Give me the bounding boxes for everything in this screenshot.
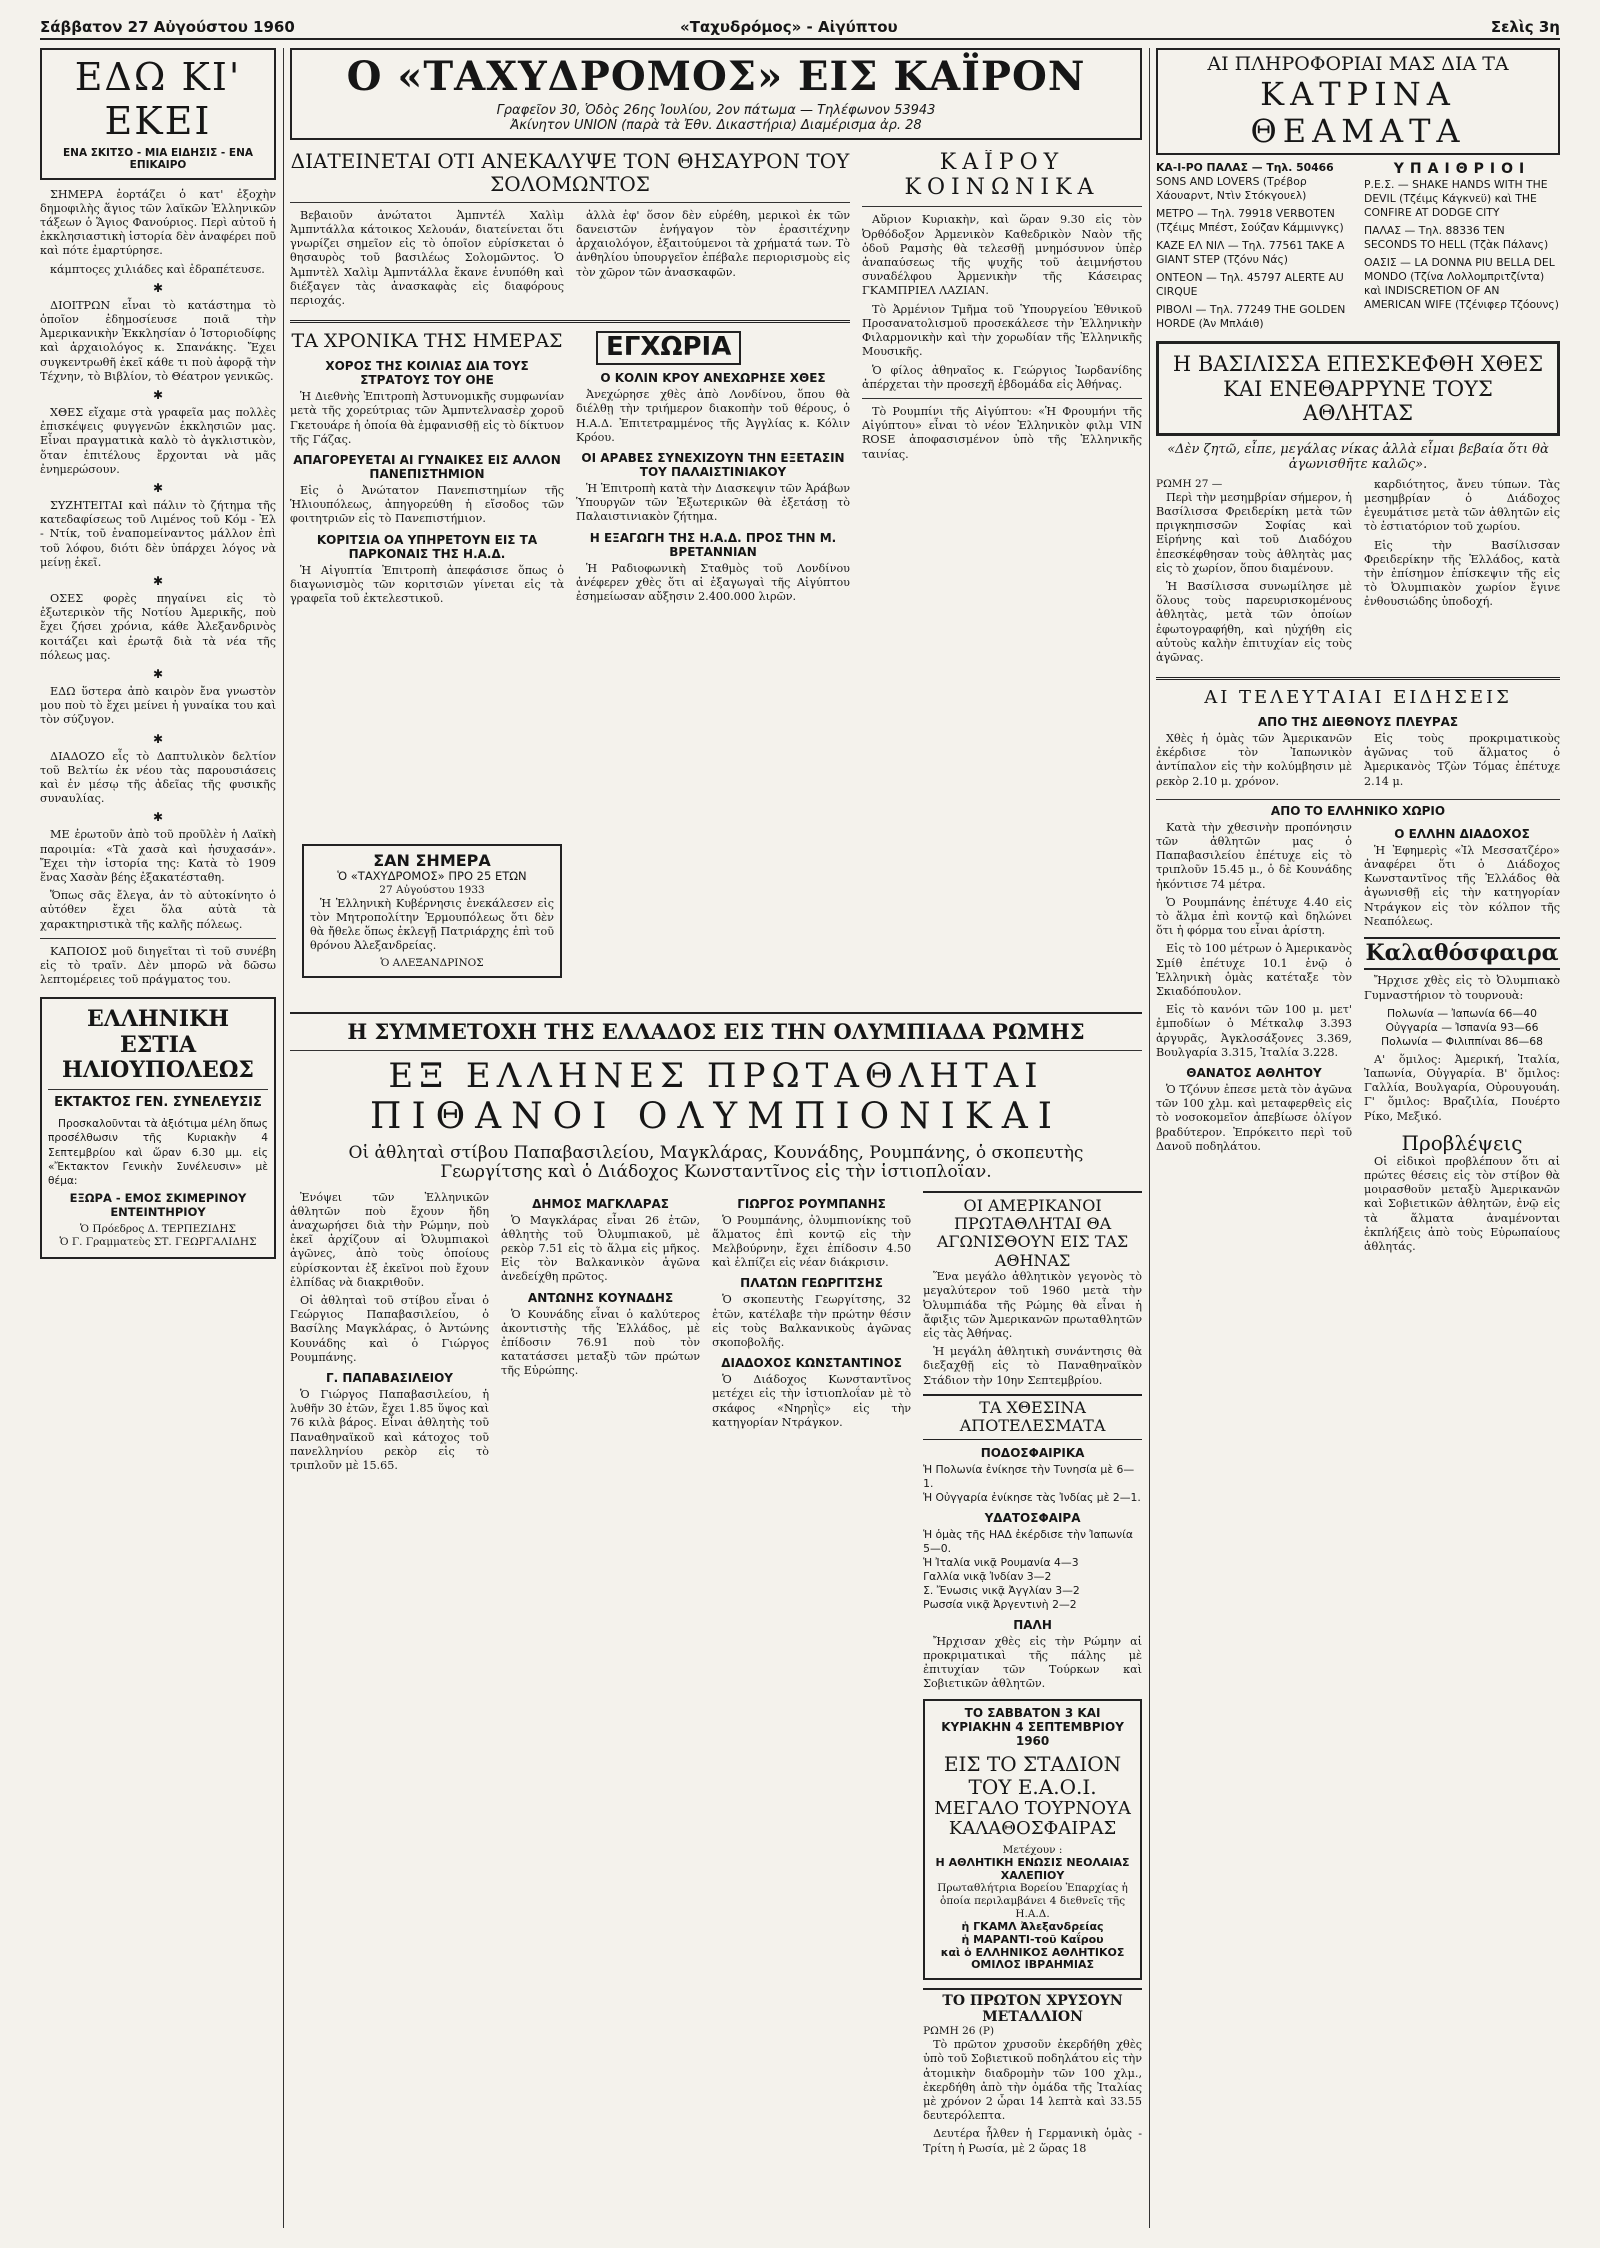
paragraph: Ὁ σκοπευτὴς Γεωργίτσης, 32 ἐτῶν, κατέλαβε τὴν πρώτην θέσιν εἰς τοὺς Βαλκανικοὺς ἀγῶνας σκοποβολῆς. <box>712 1293 912 1350</box>
olympic-kicker: Η ΣΥΜΜΕΤΟΧΗ ΤΗΣ ΕΛΛΑΔΟΣ ΕΙΣ ΤΗΝ ΟΛΥΜΠΙΑΔΑ ΡΩΜΗΣ <box>347 1018 1085 1044</box>
treasure-text <box>290 209 850 312</box>
paragraph: Ἤρχισαν χθὲς εἰς τὴν Ρώμην αἱ προκριματικαὶ τῆς πάλης μὲ ἐπιτυχίαν τῶν Τούρκων καὶ Σοβιετικῶν ἀθλητῶν. <box>923 1634 1142 1691</box>
subhead: ΔΗΜΟΣ ΜΑΓΚΛΑΡΑΣ <box>532 1196 669 1211</box>
paragraph: Ὁ Γιώργος Παπαβασιλείου, ἡ λυθῆν 30 ἐτῶν, ἔχει 1.85 ὕψος καὶ 76 κιλὰ βάρος. Εἶναι ἀθλητὴς τοῦ Παναθηναϊκοῦ καὶ κάτοχος τοῦ πανελληνίου ρεκὸρ εἰς τὸ τριπλοῦν μὲ 15.65. <box>290 1388 490 1473</box>
cinema-listings <box>1156 161 1560 331</box>
masthead-title: Ο «ΤΑΧΥΔΡΟΜΟΣ» ΕΙΣ ΚΑΪΡΟΝ <box>346 53 1086 100</box>
subhead: Ὁ «ΤΑΧΥΔΡΟΜΟΣ» ΠΡΟ 25 ΕΤΩΝ <box>337 869 527 884</box>
paper-name: «Ταχυδρόμος» - Αἰγύπτου <box>680 18 898 36</box>
notice-topic: ΕΞΩΡΑ - ΕΜΟΣ ΣΚΙΜΕΡΙΝΟΥ ΕΝΤΕΙΝΤΗΡΙΟΥ <box>69 1191 247 1219</box>
cinema-title-2: ΚΑΤΡΙΝΑ ΘΕΑΜΑΤΑ <box>1250 74 1466 150</box>
result-line: Ἡ ὁμὰς τῆς ΗΑΔ ἐκέρδισε τὴν Ἰαπωνία 5—0. <box>923 1527 1133 1555</box>
section-title: Καλαθόσφαιρα <box>1364 937 1560 970</box>
cinema-outdoor <box>1364 161 1560 331</box>
paragraph: Α' ὅμιλος: Ἀμερική, Ἰταλία, Ἰαπωνία, Οὐγγαρία. Β' ὅμιλος: Γαλλία, Βουλγαρία, Οὐρουγουάη. Γ' ὅμιλος: Βραζιλία, Πουέρτο Ρίκο, Μεξικό. <box>1364 1052 1560 1123</box>
center-column <box>290 48 1142 2228</box>
paragraph: Βεβαιοῦν ἀνώτατοι Ἀμπντέλ Χαλὶμ Ἀμπντάλλα κάτοικος Χελουάν, διατείνεται ὅτι γνωρίζει σημεῖον εἰς τὸ ὁποῖον εὑρίσκεται ὁ θησαυρὸς τοῦ βασιλέως Σολομῶντος. Ὁ Ἀμπντὲλ Χαλὶμ Ἀμπντάλλα ἔκανε ἐνυπόθη καὶ διέξαγεν τὰς ἀνασκαφὰς εἰς διαφόρους περιοχάς. <box>290 208 564 308</box>
subhead: ΔΙΑΔΟΧΟΣ ΚΩΝΣΤΑΝΤΙΝΟΣ <box>721 1356 902 1371</box>
cinema-entry: SONS AND LOVERS (Τρέβορ Χάουαρντ, Ντὶν Στόκγουελ) <box>1156 175 1307 203</box>
estia-notice <box>40 997 276 1258</box>
paragraph: Εἰς τοὺς προκριματικοὺς ἀγῶνας τοῦ ἅλματος ὁ Ἀμερικανὸς Τζὼν Τόμας ἐπέτυχε 2.14 μ. <box>1364 731 1560 788</box>
paragraph: ΟΣΕΣ φορὲς πηγαίνει εἰς τὸ ἐξωτερικὸν τῆς Νοτίου Ἀμερικῆς, ποὺ ἔχει ζήσει χρόνια, κάθε Ἀλεξανδρινὸς κοιτάζει καὶ ἐρωτᾷ διὰ τὰ νέα τῆς πόλεως μας. <box>40 591 276 662</box>
paragraph: ΔΙΑΔΟΖΟ εἶς τὸ Δαπτυλικὸν δελτίον τοῦ Βελτίω ἐκ νέου τὰς παρουσιάσεις καὶ ἐν μέσῳ τῆς ἀδεῖας τῆς φυσικῆς συναυλίας. <box>40 749 276 806</box>
paragraph: Ὁ Ρουμπάνης ἐπέτυχε 4.40 εἰς τὸ ἅλμα ἐπὶ κοντῷ καὶ δηλώνει ὅτι ἡ φόρμα του εἶναι ἀρίστη. <box>1156 895 1352 938</box>
paragraph: Ὁ φίλος ἀθηναῖος κ. Γεώργιος Ἰωρδανίδης ἀπέρχεται τὴν προσεχῆ ἑβδομάδα εἰς Ἀθήνας. <box>862 363 1142 391</box>
ad-line: ἡ ΜΑΡΑΝΤΙ-τοῦ Καΐρου <box>961 1933 1104 1947</box>
paragraph: Τὸ Ἀρμένιον Τμῆμα τοῦ Ὑπουργείου Ἐθνικοῦ Προσανατολισμοῦ προσεκάλεσε τὴν Ἑλληνικὴν Φιλαρμονικὴν καὶ τὴν χορωδίαν τῆς Ἑλληνικῆς Μουσικῆς. <box>862 302 1142 359</box>
subhead: ΠΛΑΤΩΝ ΓΕΩΡΓΙΤΣΗΣ <box>740 1276 883 1291</box>
paragraph: Ὁ Μαγκλάρας εἶναι 26 ἐτῶν, ἀθλητὴς τοῦ Ὀλυμπιακοῦ, μὲ ρεκὸρ 7.51 εἰς τὸ ἅλμα εἰς μῆκος. Εἰς τὸν Βαλκανικὸν ἀγῶνα ἀνεδείχθη πρῶτος. <box>501 1213 701 1284</box>
queen-text <box>1156 478 1560 669</box>
office-address: Γραφεῖον 30, Ὁδὸς 26ης Ἰουλίου, 2ον πάτωμα — Τηλέφωνον 53943 <box>496 103 936 118</box>
paragraph: Ἤρχισε χθὲς εἰς τὸ Ὀλυμπιακὸ Γυμναστήριον τὸ τουρνουὰ: <box>1364 974 1560 1002</box>
paragraph: Ἡ Αἰγυπτία Ἐπιτροπὴ ἀπεφάσισε ὅπως ὁ διαγωνισμὸς τῶν κοριτσιῶν γίνεται εἰς τὰ γραφεῖα τοῦ ἐκτελεστικοῦ. <box>290 563 564 605</box>
headline-gold-medal: ΤΟ ΠΡΩΤΟΝ ΧΡΥΣΟΥΝ ΜΕΤΑΛΛΙΟΝ <box>923 1988 1142 2025</box>
subhead: ΑΠΟ ΤΗΣ ΔΙΕΘΝΟΥΣ ΠΛΕΥΡΑΣ <box>1257 714 1459 729</box>
issue-date: Σάββατον 27 Αὐγούστου 1960 <box>40 18 295 36</box>
subhead: ΓΙΩΡΓΟΣ ΡΟΥΜΠΑΝΗΣ <box>737 1196 886 1211</box>
section-title: ΣΑΝ ΣΗΜΕΡΑ <box>373 851 491 870</box>
notice-subtitle: ΕΚΤΑΚΤΟΣ ΓΕΝ. ΣΥΝΕΛΕΥΣΙΣ <box>54 1095 262 1111</box>
olympic-headline-block <box>290 1012 1142 1183</box>
result-line: Ἡ Οὐγγαρία ἐνίκησε τὰς Ἰνδίας μὲ 2—1. <box>923 1490 1141 1504</box>
cairo-masthead <box>290 48 1142 140</box>
latest-text <box>1156 732 1560 793</box>
subhead: ΥΔΑΤΟΣΦΑΙΡΑ <box>984 1510 1081 1525</box>
divider <box>862 206 1142 207</box>
chronika-section <box>290 331 564 610</box>
separator-ornament: ✱ <box>152 480 164 495</box>
ad-line: Πρωταθλήτρια Βορείου Ἐπαρχίας ἡ ὁποία περιλαμβάνει 4 διεθνεῖς τῆς Η.Α.Δ. <box>937 1882 1128 1921</box>
paragraph: Ἡ Διεθνὴς Ἐπιτροπὴ Ἀστυνομικῆς συμφωνίαν μετὰ τῆς χορεύτριας τῶν Ἀμπντελνασὲρ χοροῦ Γκετουάρε ἡ ὁποία θὰ ἐμφανισθῇ εἰς τὸ δίκτυον τῆς Γάζας. <box>290 390 564 446</box>
americans-and-results <box>923 1191 1142 2160</box>
headline-latest: ΑΙ ΤΕΛΕΥΤΑΙΑΙ ΕΙΔΗΣΕΙΣ <box>1204 687 1512 709</box>
separator-ornament: ✱ <box>152 810 164 825</box>
paragraph: Ὁ Κουνάδης εἶναι ὁ καλύτερος ἀκοντιστὴς τῆς Ἑλλάδος, μὲ ἐπίδοσιν 76.91 ποὺ τὸν κατατάσσει μεταξὺ τῶν πρώτων τῆς Εὐρώπης. <box>501 1307 701 1378</box>
paragraph: Κατὰ τὴν χθεσινὴν προπόνησιν τῶν ἀθλητῶν μας ὁ Παπαβασιλείου ἐπέτυχε εἰς τὸ τριπλοῦν 15.45 μ., ὁ δὲ Κουνάδης ἠκόντισε 74 μέτρα. <box>1156 820 1352 891</box>
paragraph: Οἱ εἰδικοὶ προβλέπουν ὅτι αἱ πρώτες θέσεις εἰς τὸν στίβον θὰ μοιρασθοῦν μεταξὺ Ἀμερικανῶν καὶ Σοβιετικῶν ἀθλητῶν, ἐνῷ εἰς τὰ ἅλματα ἀναμένονται ἐκπλήξεις ἀπὸ τοὺς Εὐρωπαίους ἀθλητάς. <box>1364 1154 1560 1253</box>
paragraph: Ἡ μεγάλη ἀθλητικὴ συνάντησις θὰ διεξαχθῇ εἰς τὸ Παναθηναϊκὸν Στάδιον τὴν 10ην Σεπτεμβρίου. <box>923 1345 1142 1387</box>
section-title: Προβλέψεις <box>1401 1130 1523 1155</box>
dateline: ΡΩΜΗ 26 (Ρ) <box>923 2025 995 2038</box>
divider <box>290 202 850 203</box>
subhead: Γ. ΠΑΠΑΒΑΣΙΛΕΙΟΥ <box>326 1371 453 1386</box>
cinema-entry: ΡΙΒΟΛΙ — Τηλ. 77249 THE GOLDEN HORDE (Ἀν Μπλάιθ) <box>1156 303 1346 331</box>
paragraph: ΣΗΜΕΡΑ ἑορτάζει ὁ κατ' ἐξοχὴν δημοφιλὴς ἅγιος τῶν λαϊκῶν Ἑλληνικῶν τάξεων ὁ Ἅγιος Φανούριος. Περὶ αὐτοῦ ἡ ἐκκλησιαστικὴ ἱστορία δὲν ἀναφέρει ποῦ καὶ πότε ἐμαρτύρησε. <box>40 187 276 258</box>
column-tagline: ΕΝΑ ΣΚΙΤΣΟ - ΜΙΑ ΕΙΔΗΣΙΣ - ΕΝΑ ΕΠΙΚΑΙΡΟ <box>62 147 254 172</box>
olympic-headline-1: ΕΞ ΕΛΛΗΝΕΣ ΠΡΩΤΑΘΛΗΤΑΙ <box>388 1056 1044 1097</box>
ad-line: Μετέχουν : <box>1002 1844 1063 1857</box>
paragraph: Εἰς τὸ 100 μέτρων ὁ Ἀμερικανὸς Σμίθ ἐπέτυχε 10.1 ἐνῷ ὁ Ἑλληνικὴ ὁμὰς κατέταξε τὸν Σκιαδόπουλον. <box>1156 942 1352 999</box>
divider <box>48 1089 268 1090</box>
column-rule <box>1149 48 1150 2228</box>
ad-line: Η ΑΘΛΗΤΙΚΗ ΕΝΩΣΙΣ ΝΕΟΛΑΙΑΣ ΧΑΛΕΠΙΟΥ <box>935 1856 1130 1882</box>
ad-line: ΕΙΣ ΤΟ ΣΤΑΔΙΟΝ <box>943 1751 1122 1776</box>
notice-title: ΕΛΛΗΝΙΚΗ ΕΣΤΙΑ ΗΛΙΟΥΠΟΛΕΩΣ <box>62 1006 254 1084</box>
greek-village-text <box>1156 821 1560 1258</box>
column-title: ΕΔΩ ΚΙ' ΕΚΕΙ <box>74 55 242 143</box>
divider <box>290 1050 1142 1051</box>
result-line: Γαλλία νικᾷ Ἰνδίαν 3—2 <box>923 1569 1052 1583</box>
paragraph: ΧΘΕΣ εἴχαμε στὰ γραφεῖα μας πολλὲς ἐπισκέψεις φυγγενῶν ἐκκλησιῶν μας. Εἶναι πραγματικὰ καλὸ τὸ ἀγκλιστικὸν, ὅταν ἐπιτέλους ἔρχονται νὰ μᾶς ἐνημερώσουν. <box>40 405 276 476</box>
ad-line: ΚΑΛΑΘΟΣΦΑΙΡΑΣ <box>948 1818 1117 1840</box>
subhead: ΑΠΑΓΟΡΕΥΕΤΑΙ ΑΙ ΓΥΝΑΙΚΕΣ ΕΙΣ ΑΛΛΟΝ ΠΑΝΕΠΙΣΤΗΜΙΟΝ <box>293 452 561 481</box>
paragraph: Ἡ Ἐφημερὶς «Ἰλ Μεσσατζέρο» ἀναφέρει ὅτι ὁ Διάδοχος Κωνσταντῖνος τῆς Ἑλλάδος θὰ ἀγωνισθῇ εἰς τὴν κατηγορίαν Ντράγκον εἰς τὸν κόλπον τῆς Νεαπόλεως. <box>1364 843 1560 928</box>
san-simera-box <box>302 844 562 978</box>
paragraph: Ἡ Ἐπιτροπὴ κατὰ τὴν Διασκεψιν τῶν Ἀράβων Ὑπουργῶν τῶν Ἐξωτερικῶν θὰ ἐξετάσῃ τὸ Παλαιστινιακὸν ζήτημα. <box>576 482 850 524</box>
olympic-col <box>290 1191 489 2160</box>
running-head <box>40 14 1560 40</box>
paragraph: Εἰς ὁ Ἀνώτατον Πανεπιστημίων τῆς Ἡλιουπόλεως, ἀπηγορεύθη ἡ εἴσοδος τῶν φοιτητριῶν εἰς τὸ Πανεπιστήμιον. <box>290 483 564 526</box>
olympic-deck: Οἱ ἀθληταὶ στίβου Παπαβασιλείου, Μαγκλάρας, Κουνάδης, Ρουμπάνης, ὁ σκοπευτὴς Γεωργίτσης καὶ ὁ Διάδοχος Κωνσταντῖνος εἰς τὴν ἱστιοπλοΐαν. <box>348 1142 1084 1183</box>
paragraph: ἀλλὰ ἐφ' ὅσον δὲν εὑρέθη, μερικοὶ ἐκ τῶν δανειστῶν ἐνήγαγον τὸν ἐρασιτέχνην ἀρχαιολόγον, ἐξαιτούμενοι τὰ χρήματά των. Τὸ ἀνθηλίου ὑπουργεῖον ἐπέβαλε περιορισμοὺς εἰς τὸν χῶρον τῶν ἀνασκαφῶν. <box>576 208 850 279</box>
paragraph: Ἕνα μεγάλο ἀθλητικὸν γεγονὸς τὸ μεγαλύτερον τοῦ 1960 μετὰ τὴν Ὀλυμπιάδα τῆς Ρώμης θὰ εἶναι ἡ ἄφιξις τῶν Ἀμερικανῶν πρωταθλητῶν εἰς τὰς Ἀθήνας. <box>923 1270 1142 1340</box>
paragraph: Ἡ Βασίλισσα συνωμίλησε μὲ ὅλους τοὺς παρευρισκομένους ἀθλητὰς, μετὰ τῶν ὁποίων ἐφωτογραφήθη, καὶ ηὐχήθη εἰς αὐτοὺς καλὴν ἐπιτυχίαν εἰς τοὺς ἀγῶνας. <box>1156 580 1352 665</box>
subhead: ΚΟΡΙΤΣΙΑ ΟΑ ΥΠΗΡΕΤΟΥΝ ΕΙΣ ΤΑ ΠΑΡΚΟΝΑΙΣ ΤΗΣ Η.Α.Δ. <box>316 532 538 561</box>
olympic-text <box>290 1191 1142 2160</box>
paragraph: ΜΕ ἐρωτοῦν ἀπὸ τοῦ προῦλὲν ἡ Λαϊκὴ παροιμία: «Τὰ χασὰ καὶ ἠσυχασάν». Ἔχει τὴν ἱστορία της: Κατὰ τὸ 1909 ἕνας Χασὰν βέης ἐξακατέσταθη. <box>40 828 276 885</box>
ad-line: καὶ ὁ ΕΛΛΗΝΙΚΟΣ ΑΘΛΗΤΙΚΟΣ ΟΜΙΛΟΣ ΙΒΡΑΗΜΙΑΣ <box>940 1945 1125 1972</box>
cinema-entry: Ρ.Ε.Σ. — SHAKE HANDS WITH THE DEVIL (Τζέιμς Κάγκνεϋ) καὶ THE CONFIRE AT DODGE CITY <box>1364 177 1548 219</box>
subhead: Η ΕΞΑΓΩΓΗ ΤΗΣ Η.Α.Δ. ΠΡΟΣ ΤΗΝ Μ. ΒΡΕΤΑΝΝΙΑΝ <box>589 530 837 559</box>
paragraph: Εἰς τὴν Βασίλισσαν Φρειδερίκην τῆς Ἑλλάδος, κατὰ τὴν ἐπίσημον ἐπίσκεψιν τῆς εἰς τὸ Ὀλυμπιακὸν χωρίον ἔγινε ἐνθουσιώδης ὑποδοχή. <box>1364 538 1560 609</box>
cinema-entry: ΚΑ-Ι-ΡΟ ΠΑΛΑΣ — Τηλ. 50466 <box>1156 161 1334 175</box>
olympic-col <box>501 1191 700 2160</box>
paragraph: Εἰς τὸ κανόνι τῶν 100 μ. μετ' ἐμποδίων ὁ Μέτκαλφ 3.393 ἀργυρᾶς, Ἀγκλοσάξονες 3.369, Βουλγαρία 3.315, Ἰταλία 3.228. <box>1156 1003 1352 1059</box>
divider <box>40 938 276 939</box>
cinema-entry: ΠΑΛΑΣ — Τηλ. 88336 TEN SECONDS TO HELL (Τζὰκ Πάλανς) <box>1364 223 1549 251</box>
paragraph: Οἱ ἀθληταὶ τοῦ στίβου εἶναι ὁ Γεώργιος Παπαβασιλείου, ὁ Βασίλης Μαγκλάρας, ὁ Ἀντώνης Κουνάδης καὶ ὁ Γιώργος Ρουμπάνης. <box>290 1294 490 1364</box>
divider <box>290 320 850 323</box>
result-line: Πολωνία — Ἰαπωνία 66—40 <box>1387 1006 1537 1020</box>
result-line: Πολωνία — Φιλιππίναι 86—68 <box>1381 1034 1543 1048</box>
notice-body: Προσκαλοῦνται τὰ ἀξιότιμα μέλη ὅπως προσέλθωσιν τῆς Κυριακὴν 4 Σεπτεμβρίου καὶ ὥραν 6.30 μμ. εἰς «Ἔκτακτον Γενικὴν Συνέλευσιν» μὲ θέμα: <box>48 1118 268 1188</box>
separator-ornament: ✱ <box>152 731 164 746</box>
cinema-entry: ΚΑΖΕ ΕΛ ΝΙΛ — Τηλ. 77561 TAKE A GIANT STEP (Τζόνυ Νάς) <box>1156 239 1345 267</box>
result-line: Ρωσσία νικᾷ Ἀργεντινὴ 2—2 <box>923 1597 1077 1611</box>
notice-signature: Ὁ Πρόεδρος Δ. ΤΕΡΠΕΖΙΔΗΣ <box>80 1222 236 1235</box>
ad-line: ΤΟ ΣΑΒΒΑΤΟΝ 3 ΚΑΙ ΚΥΡΙΑΚΗΝ 4 ΣΕΠΤΕΜΒΡΙΟΥ 1960 <box>941 1706 1124 1748</box>
cinema-indoor <box>1156 161 1352 331</box>
paragraph: Ἐνόψει τῶν Ἑλληνικῶν ἀθλητῶν ποὺ ἔχουν ἤδη ἀναχωρήσει διὰ τὴν Ρώμην, ποὺ ἐκεῖ ἀρχίζουν αἱ Ὀλυμπιακοὶ ἀγῶνες, ἀπὸ τοὺς ὁποίους εὑρίσκονται ἐξ ἐκεῖνοι ποὺ ἔχουν ἐλπίδας νὰ διακριθοῦν. <box>290 1190 490 1289</box>
separator-ornament: ✱ <box>152 387 164 402</box>
simera-signature: Ὁ ΑΛΕΞΑΝΔΡΙΝΟΣ <box>380 957 484 970</box>
olympic-headline-2: ΠΙΘΑΝΟΙ ΟΛΥΜΠΙΟΝΙΚΑΙ <box>370 1096 1062 1138</box>
separator-ornament: ✱ <box>152 280 164 295</box>
paragraph: ΕΔΩ ὕστερα ἀπὸ καιρὸν ἔνα γνωστὸν μου ποὺ τὸ ἔχει μείνει ἡ γυναίκα του καὶ τὸν σύζυγον. <box>40 684 276 727</box>
subhead: ΠΑΛΗ <box>1013 1617 1052 1632</box>
paragraph: Ὁ Ρουμπάνης, ὀλυμπιονίκης τοῦ ἅλματος ἐπὶ κοντῷ εἰς τὴν Μελβούρνην, ἔχει ἐπίδοσιν 4.50 καὶ ἐλπίζει εἰς νέαν διάκρισιν. <box>712 1213 912 1270</box>
result-line: Ἡ Πολωνία ἐνίκησε τὴν Τυνησία μὲ 6—1. <box>923 1462 1135 1490</box>
cinema-entry: ΟΑΣΙΣ — LA DONNA PIU BELLA DEL MONDO (Τζίνα Λολλομπριτζίντα) καὶ INDISCRETION OF AN AMERICAN WIFE (Τζένιφερ Τζόουνς) <box>1364 255 1559 311</box>
headline-queen: Η ΒΑΣΙΛΙΣΣΑ ΕΠΕΣΚΕΦΘΗ ΧΘΕΣ ΚΑΙ ΕΝΕΘΑΡΡΥΝΕ ΤΟΥΣ ΑΘΛΗΤΑΣ <box>1172 352 1544 425</box>
section-title: ΤΑ ΧΡΟΝΙΚΑ ΤΗΣ ΗΜΕΡΑΣ <box>291 331 563 353</box>
paragraph: Περὶ τὴν μεσημβρίαν σήμερον, ἡ Βασίλισσα Φρειδερίκη μετὰ τῶν πριγκηπισσῶν Σοφίας καὶ Εἰρήνης καὶ τοῦ Διαδόχου ἐπεσκέφθησαν τοὺς ἀθλητὰς μας εἰς τὸ χωρίον, ὅπου διαμένουν. <box>1156 490 1352 575</box>
ad-line: ΤΟΥ Ε.Α.Ο.Ι. <box>968 1774 1097 1799</box>
cinema-info-box <box>1156 48 1560 155</box>
paragraph: κάμπτοςες χιλιάδες καὶ ἐδραπέτευσε. <box>50 262 265 276</box>
paragraph: Ὅπως σᾶς ἔλεγα, ἀν τὸ αὐτοκίνητο ὁ αὐτόθεν ἔχει ὅλα αὐτὰ τὰ χαρακτηριστικὰ τῆς καλῆς πόλεως. <box>40 889 276 931</box>
subhead: ΥΠΑΙΘΡΙΟΙ <box>1393 161 1531 178</box>
paragraph: Τὸ Ρουμπίνι τῆς Αἰγύπτου: «Ἡ Φρουμήνι τῆς Αἰγύπτου» εἶναι τὸ νέον Ἑλληνικὸν φιλμ VIN ROSE ἀποφασισμένον ὑπὸ τῆς Ἑλληνικῆς ταινίας. <box>862 404 1142 461</box>
subhead: ΧΟΡΟΣ ΤΗΣ ΚΟΙΛΙΑΣ ΔΙΑ ΤΟΥΣ ΣΤΡΑΤΟΥΣ ΤΟΥ ΟΗΕ <box>325 359 529 388</box>
cinema-entry: ΜΕΤΡΟ — Τηλ. 79918 VERBOTEN (Τζέιμς Μπέστ, Σούζαν Κάμμινγκς) <box>1156 207 1344 235</box>
section-title: ΚΑΪΡΟΥ ΚΟΙΝΩΝΙΚΑ <box>904 149 1100 201</box>
paragraph: Δευτέρα ἦλθεν ἡ Γερμανικὴ ὁμὰς - Τρίτη ἡ Ρωσία, μὲ 2 ὥρας 18 <box>923 2127 1142 2155</box>
paragraph: Τὸ πρῶτον χρυσοῦν ἐκερδήθη χθὲς ὑπὸ τοῦ Σοβιετικοῦ ποδηλάτου εἰς τὴν ἀτομικὴν διαδρομὴν τῶν 100 χλμ., ἐκερδήθη ἀπὸ τὴν ὁμάδα τῆς Ἰταλίας μὲ χρόνον 2 ὧραι 14 λεπτὰ καὶ 33.55 δευτερόλεπτα. <box>923 2038 1142 2123</box>
left-column <box>40 48 276 2228</box>
paragraph: ΚΑΠΟΙΟΣ μοῦ διηγεῖται τὶ τοῦ συνέβη εἰς τὸ τραῖν. Δὲν μπορῶ νὰ δῶσω λεπτομέρειες τοῦ πράγματος του. <box>40 944 276 987</box>
ad-line: ἡ ΓΚΑΜΛ Ἀλεξανδρείας <box>961 1920 1104 1934</box>
paragraph: Ἀνεχώρησε χθὲς ἀπὸ Λονδίνου, ὅπου θὰ διέλθῃ τὴν τριήμερον διακοπὴν τοῦ θέρους, ὁ Η.Α.Δ. Ἐπιτετραμμένος τῆς Ἀγγλίας κ. Κόλιν Κρόου. <box>576 388 850 444</box>
paragraph: Ὁ Διάδοχος Κωνσταντῖνος μετέχει εἰς τὴν ἱστιοπλοΐαν μὲ τὸ σκάφος «Νηρηῒς» εἰς τὴν κατηγορίαν Ντράγκον. <box>712 1373 912 1429</box>
subhead: ΑΝΤΩΝΗΣ ΚΟΥΝΑΔΗΣ <box>527 1290 674 1305</box>
paragraph: Χθὲς ἡ ὁμὰς τῶν Ἀμερικανῶν ἐκέρδισε τὸν Ἰαπωνικὸν ἀντίπαλον εἰς τὴν κολύμβησιν μὲ ρεκὸρ 2.10 μ. χρόνον. <box>1156 731 1352 788</box>
office-address: Ἀκίνητον UNION (παρὰ τὰ Ἐθν. Δικαστήρια) Διαμέρισμα ἀρ. 28 <box>510 117 922 133</box>
paragraph: ΣΥΖΗΤΕΙΤΑΙ καὶ πάλιν τὸ ζήτημα τῆς κατεδαφίσεως τοῦ Λιμένος τοῦ Κόμ - Ἐλ - Ντίκ, τοῦ ἐναπομείναντος μάλλον ἐπὶ τοῦ λόφου, διότι δὲν ὑπάρχει λόγος νὰ μείνῃ ἐκεῖ. <box>40 498 276 569</box>
right-column <box>1156 48 1560 2228</box>
edo-ki-ekei-header <box>40 48 276 180</box>
headline-results: ΤΑ ΧΘΕΣΙΝΑ ΑΠΟΤΕΛΕΣΜΑΤΑ <box>923 1394 1142 1440</box>
paragraph: καρδιότητος, ἄνευ τύπων. Τὰς μεσημβρίαν ὁ Διάδοχος ἐγευμάτισε μετὰ τῶν ἀθλητῶν εἰς τὸ ἑστιατόριον τοῦ χωρίου. <box>1364 477 1560 534</box>
cinema-title: ΑΙ ΠΛΗΡΟΦΟΡΙΑΙ ΜΑΣ ΔΙΑ ΤΑ <box>1207 53 1509 75</box>
newspaper-page <box>40 14 1560 2234</box>
paragraph: Ἡ Ἑλληνικὴ Κυβέρνησις ἐνεκάλεσεν εἰς τὸν Μητροπολίτην Ἑρμουπόλεως ὅτι δὲν θὰ ἤθελε ὅπως ἐκλεγῇ Πατριάρχης ἐπὶ τοῦ θρόνου Ἀλεξανδρείας. <box>310 896 554 953</box>
divider <box>1156 677 1560 680</box>
result-line: Οὐγγαρία — Ἰσπανία 93—66 <box>1385 1020 1539 1034</box>
headline-treasure: ΔΙΑΤΕΙΝΕΤΑΙ ΟΤΙ ΑΝΕΚΑΛΥΨΕ ΤΟΝ ΘΗΣΑΥΡΟΝ ΤΟΥ ΣΟΛΟΜΩΝΤΟΣ <box>290 149 850 196</box>
paragraph: Ἡ Ραδιοφωνικὴ Σταθμὸς τοῦ Λονδίνου ἀνέφερεν χθὲς ὅτι αἱ ἐξαγωγαὶ τῆς Αἰγύπτου ἐσημείωσαν αὔξησιν 2.400.000 λιρῶν. <box>576 561 850 604</box>
result-line: Σ. Ἔνωσις νικᾷ Ἀγγλίαν 3—2 <box>923 1583 1080 1597</box>
headline-americans: ΟΙ ΑΜΕΡΙΚΑΝΟΙ ΠΡΩΤΑΘΛΗΤΑΙ ΘΑ ΑΓΩΝΙΣΘΟΥΝ ΕΙΣ ΤΑΣ ΑΘΗΝΑΣ <box>923 1191 1142 1271</box>
basketball-tournament-ad <box>923 1699 1142 1980</box>
dateline: ΡΩΜΗ 27 — <box>1156 477 1223 490</box>
notice-signature: Ὁ Γ. Γραμματεὺς ΣΤ. ΓΕΩΡΓΑΛΙΔΗΣ <box>59 1235 257 1248</box>
subhead: ΑΠΟ ΤΟ ΕΛΛΗΝΙΚΟ ΧΩΡΙΟ <box>1156 799 1560 818</box>
subhead: Ο ΚΟΛΙΝ ΚΡΟΥ ΑΝΕΧΩΡΗΣΕ ΧΘΕΣ <box>600 371 826 386</box>
separator-ornament: ✱ <box>152 573 164 588</box>
chronika-choria <box>290 331 850 610</box>
simera-date: 27 Αὐγούστου 1933 <box>379 883 485 896</box>
choria-section <box>576 331 850 610</box>
subhead: Ο ΕΛΛΗΝ ΔΙΑΔΟΧΟΣ <box>1394 826 1530 841</box>
subhead: ΟΙ ΑΡΑΒΕΣ ΣΥΝΕΧΙΖΟΥΝ ΤΗΝ ΕΞΕΤΑΣΙΝ ΤΟΥ ΠΑΛΑΙΣΤΙΝΙΑΚΟΥ <box>581 451 845 479</box>
section-title: ΕΓΧΩΡΙΑ <box>596 331 741 365</box>
result-line: Ἡ Ἰταλία νικᾷ Ρουμανία 4—3 <box>923 1555 1079 1569</box>
subhead: ΠΟΔΟΣΦΑΙΡΙΚΑ <box>980 1445 1085 1460</box>
separator-ornament: ✱ <box>152 666 164 681</box>
subhead: ΘΑΝΑΤΟΣ ΑΘΛΗΤΟΥ <box>1186 1066 1322 1081</box>
olympic-col <box>712 1191 911 2160</box>
paragraph: ΔΙΟΙΤΡΩΝ εἶναι τὸ κατάστημα τὸ ὁποῖον ἐδημοσίευσε ποιᾶ τὴν Ἀμερικανικὴν Ἐκκλησίαν ὁ Ἱστοριοδίφης καὶ ἀρχαιολόγος κ. Σπανάκης. Ἔχει συγκεντρωθῆ ἐκεῖ κάθε τι ποὺ ἀφορᾷ τὴν Τέχνην, τὸ Βιβλίον, τὸ Θέατρον γενικῶς. <box>40 298 276 383</box>
paragraph: Αὔριον Κυριακὴν, καὶ ὥραν 9.30 εἰς τὸν Ὀρθόδοξον Ἀρμενικὸν Καθεδρικὸν Ναὸν τῆς ὁδοῦ Ραμσὴς θὰ τελεσθῇ μνημόσυνον ὑπὲρ ἀναπαύσεως τῆς ψυχῆς τοῦ ἀειμνήστου συναδέλφου Ἀρμενικὴν τῆς Κάσειρας ΓΚΑΜΠΡΙΕΛ ΛΑΖΙΑΝ. <box>862 213 1142 298</box>
cinema-entry: ΟΝΤΕΟΝ — Τηλ. 45797 ALERTE AU CIRQUE <box>1156 271 1344 299</box>
ad-line: ΜΕΓΑΛΟ ΤΟΥΡΝΟΥΑ <box>934 1797 1131 1819</box>
koinonika-section <box>862 150 1142 1012</box>
divider <box>862 398 1142 399</box>
page-number: Σελὶς 3η <box>1490 18 1560 36</box>
paragraph: Ὁ Τζόνυν ἐπεσε μετὰ τὸν ἀγῶνα τῶν 100 χλμ. καὶ μεταφερθεὶς εἰς τὸ νοσοκομεῖον ἀπεβίωσε ὀλίγον βραδύτερον. Ἐπρόκειτο περὶ τοῦ Δανοῦ ποδηλάτου. <box>1156 1083 1352 1153</box>
queen-headline-box <box>1156 341 1560 435</box>
queen-quote: «Δὲν ζητῶ, εἶπε, μεγάλας νίκας ἀλλὰ εἶμαι βεβαία ὅτι θὰ ἀγωνισθῆτε καλῶς». <box>1167 441 1549 472</box>
column-rule <box>283 48 284 2228</box>
